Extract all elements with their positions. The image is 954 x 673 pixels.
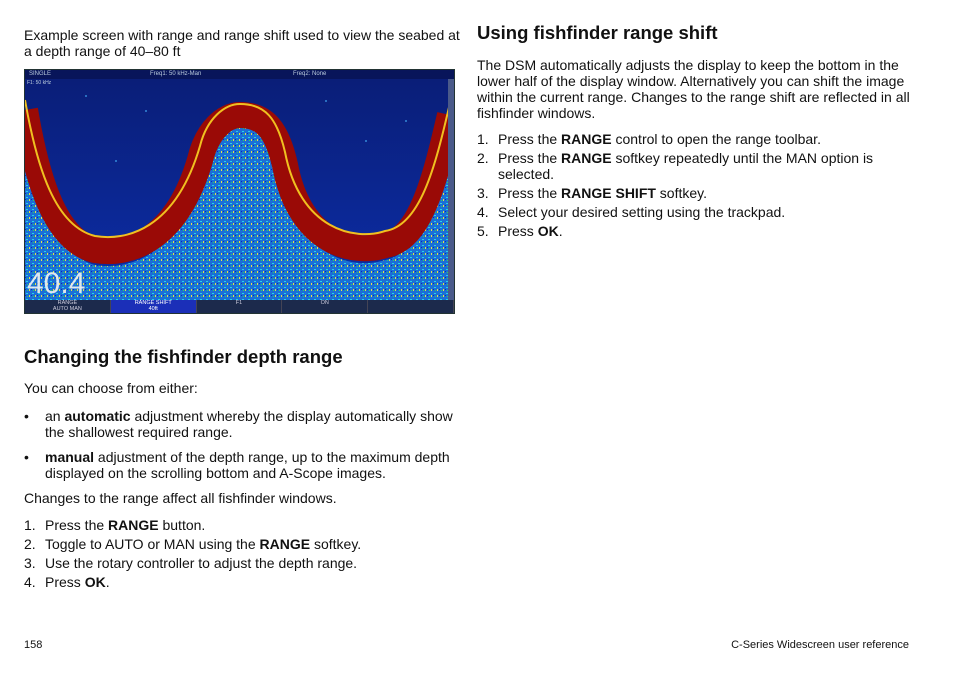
mode-label: SINGLE (29, 71, 52, 77)
option-automatic: • an automatic adjustment whereby the display automatically show the shallowest required range. (24, 408, 453, 440)
depth-range-intro: You can choose from either: (24, 380, 198, 396)
depth-range-options (24, 408, 460, 481)
sonar-image (25, 70, 455, 314)
figure-caption: Example screen with range and range shift used to view the seabed at a depth range of 40–80 ft (24, 27, 460, 59)
range-shift-heading: Using fishfinder range shift (477, 22, 718, 43)
depth-readout: 40.4 (27, 267, 86, 300)
freq2-label: Freq2: None (293, 71, 327, 77)
depth-step-3: 3. Use the rotary controller to adjust the depth range. (24, 555, 358, 571)
fishfinder-screenshot (24, 69, 455, 314)
range-shift-intro: The DSM automatically adjusts the display to keep the bottom in the lower half of the display window. Alternatively you can shift the image within the current range. Changes to the range shift are reflected in all fishfinder windows. (477, 57, 910, 121)
shift-step-4: 4. Select your desired setting using the trackpad. (477, 204, 786, 220)
softkey-3[interactable]: F1 (197, 300, 283, 313)
status-bar (25, 70, 454, 79)
softkey-range[interactable]: RANGE AUTO MAN (25, 300, 111, 313)
shift-step-2: 2. Press the RANGE softkey repeatedly until the MAN option is selected. (477, 150, 874, 182)
page-number: 158 (24, 639, 43, 651)
range-shift-steps (477, 131, 913, 239)
depth-range-heading: Changing the fishfinder depth range (24, 346, 343, 367)
softkey-bar (25, 300, 454, 313)
softkey-5[interactable] (368, 300, 454, 313)
depth-range-note: Changes to the range affect all fishfinder windows. (24, 490, 337, 506)
softkey-range-shift[interactable]: RANGE SHIFT 40ft (111, 300, 197, 313)
shift-step-3: 3. Press the RANGE SHIFT softkey. (477, 185, 708, 201)
shift-step-5: 5. Press OK. (477, 223, 563, 239)
depth-range-steps (24, 517, 460, 590)
option-manual: • manual adjustment of the depth range, up to the maximum depth displayed on the scrolling bottom and A-Scope images. (24, 449, 450, 481)
scrollbar[interactable] (448, 79, 454, 301)
softkey-4[interactable]: ON (282, 300, 368, 313)
depth-step-4: 4. Press OK. (24, 574, 110, 590)
depth-step-1: 1. Press the RANGE button. (24, 517, 206, 533)
freq1-label: Freq1: 50 kHz-Man (150, 71, 202, 77)
shift-step-1: 1. Press the RANGE control to open the range toolbar. (477, 131, 821, 147)
document-title: C-Series Widescreen user reference (731, 639, 909, 651)
depth-step-2: 2. Toggle to AUTO or MAN using the RANGE softkey. (24, 536, 362, 552)
frequency-tag: F1: 50 kHz (27, 80, 52, 86)
